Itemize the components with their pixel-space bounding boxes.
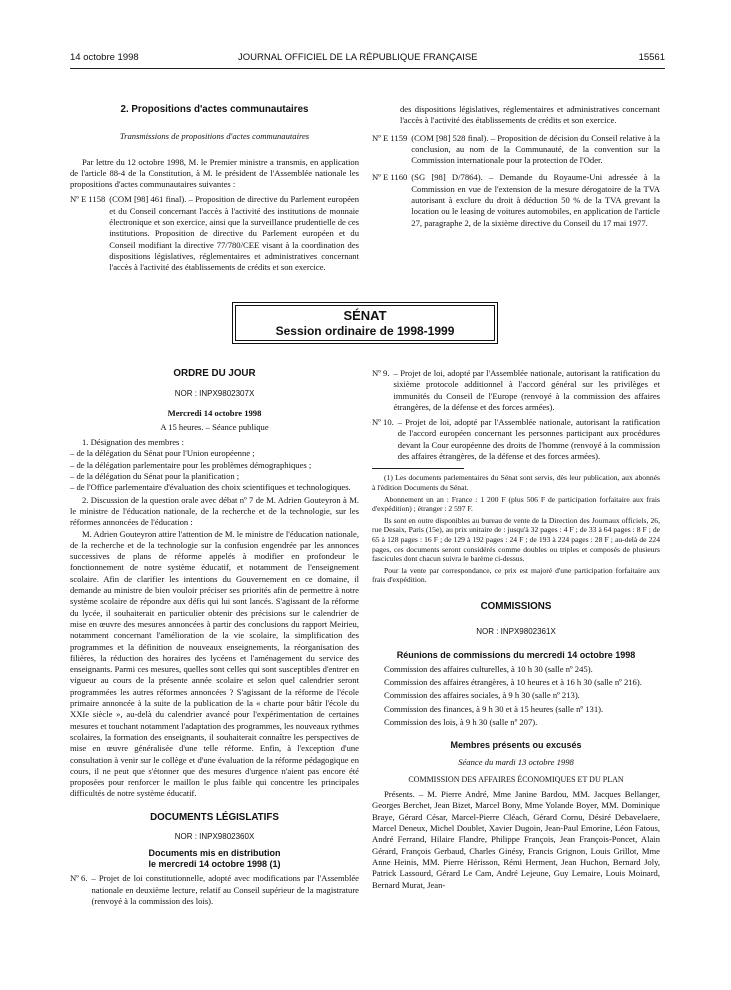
- reunions-heading: Réunions de commissions du mercredi 14 octobre 1998: [396, 649, 636, 660]
- header-rule: [70, 68, 665, 69]
- documents-subheading-1: Documents mis en distribution: [148, 848, 281, 859]
- proposition-text: (SG [98] D/7864). – Demande du Royaume-Uni adressée à la Commission en vue de l'extension de la mesure dérogatoire de la TVA autorisant à exclure du droit à déduction 50 % de la TVA grevant la location ou le leasing de voitures automobiles, en application de l'article 27, paragraphe 2, de la sixième directive du Conseil du 17 mai 1977.: [411, 172, 660, 228]
- ordre-dash-3: – de la délégation du Sénat pour la planification ;: [70, 471, 240, 482]
- commission-line: Commission des affaires culturelles, à 10 h 30 (salle nº 245).: [384, 663, 593, 674]
- proposition-item: [372, 172, 660, 228]
- header-journal-title: JOURNAL OFFICIEL DE LA RÉPUBLIQUE FRANÇAISE: [238, 52, 478, 63]
- session-title: Session ordinaire de 1998-1999: [275, 324, 455, 338]
- document-item: [70, 873, 359, 907]
- propositions-continued: [372, 104, 660, 229]
- proposition-item: [70, 194, 359, 273]
- senat-title-box-inner: [235, 305, 495, 341]
- footnote-1: (1) Les documents parlementaires du Sénat sont servis, dès leur publication, aux abonnés à l'édition Documents du Sénat.: [372, 473, 660, 492]
- proposition-item: [372, 133, 660, 167]
- propositions-intro: Par lettre du 12 octobre 1998, M. le Premier ministre a transmis, en application de l'article 88-4 de la Constitution, à M. le président de l'Assemblée nationale les propositions d'actes communautaires suivantes :: [70, 156, 359, 190]
- senat-title: SÉNAT: [343, 308, 387, 323]
- page-header: [70, 52, 665, 66]
- commission-line: Commission des affaires étrangères, à 10 heures et à 16 h 30 (salle nº 216).: [384, 677, 642, 688]
- proposition-text: (COM [98] 461 final). – Proposition de directive du Parlement européen et du Conseil concernant l'accès à l'activité des institutions de monnaie électronique et son exercice, ainsi que la surveillance prudentielle de ces institutions. Proposition de directive du Parlement européen et du Conseil modifiant la directive 77/780/CEE visant à la coordination des dispositions législatives, réglementaires et administratives concernant l'accès à l'activité des établissements de crédits et son exercice.: [109, 194, 359, 273]
- ordre-heading: ORDRE DU JOUR: [173, 368, 256, 379]
- header-date: 14 octobre 1998: [70, 52, 139, 63]
- header-page-number: 15561: [638, 52, 665, 63]
- ordre-point-1: 1. Désignation des membres :: [82, 437, 184, 448]
- document-text: – Projet de loi, adopté par l'Assemblée nationale, autorisant la ratification du sixième protocole additionnel à l'accord général sur les privilèges et immunités du Conseil de l'Europe (renvoyé à la commission des affaires étrangères, de la défense et des forces armées).: [393, 368, 660, 412]
- document-text: – Projet de loi constitutionnelle, adopté avec modifications par l'Assemblée nationale en deuxième lecture, relatif au Conseil supérieur de la magistrature (renvoyé à la commission des lois).: [91, 873, 359, 906]
- footnote: [372, 473, 660, 585]
- commission-name: COMMISSION DES AFFAIRES ÉCONOMIQUES ET DU PLAN: [408, 774, 624, 784]
- commission-line: Commission des finances, à 9 h 30 et à 15 heures (salle nº 131).: [384, 703, 604, 714]
- footnote-2: Abonnement un an : France : 1 200 F (plus 506 F de participation forfaitaire aux frais d'expédition) ; étranger : 2 597 F.: [372, 494, 660, 514]
- ordre-date: Mercredi 14 octobre 1998: [167, 407, 262, 418]
- ordre-question-text: M. Adrien Gouteyron attire l'attention de M. le ministre de l'éducation nationale, de la recherche et de la technologie sur la confusion engendrée par les annonces successives de plans de réforme appelés à modifier en profondeur le fonctionnement de notre système éducatif, et notamment de l'enseignement scolaire. Afin de clarifier les intentions du Gouvernement en ce domaine, il demande au ministre de bien vouloir préciser ses priorités afin de permettre à notre système scolaire de répondre aux défis qui lui sont lancés. S'agissant de la réforme du lycée, il souhaiterait en particulier obtenir des précisions sur le calendrier de mise en œuvre des mesures annoncées à partir des conclusions du rapport Meirieu, notamment concernant l'amélioration de la vie scolaire, la simplification des programmes et la définition de nouveaux enseignements, la réorganisation des filières, la réduction des horaires des lycéens et l'aménagement du service des enseignants. Parmi ces mesures, quelles sont celles qui sont susceptibles d'entrer en vigueur au cours de la présente année scolaire et selon quel calendrier seront programmées les autres réformes annoncées ? S'agissant de la réforme de l'école primaire annoncée à la suite de la publication de la « charte pour bâtir l'école du XXIe siècle », au-delà du calendrier avancé pour l'expérimentation de certaines mesures et touchant notamment l'adaptation des programmes, les nouveaux rythmes scolaires, la formation des enseignants, il souhaiterait connaître les perspectives de mise en œuvre généralisée d'une telle réforme. Enfin, à l'exception d'une consultation à venir sur le collège et d'une évaluation de la réforme pédagogique en cours, il ne peut que s'étonner que des mesures d'urgence n'aient pas encore été proposées pour renforcer le maillon le plus faible qui concentre les principales difficultés de notre système éducatif.: [70, 528, 359, 799]
- ordre-du-jour-section: [70, 368, 359, 907]
- senat-title-box: [232, 302, 498, 344]
- ordre-dash-4: – de l'Office parlementaire d'évaluation des choix scientifiques et technologiques.: [70, 482, 351, 493]
- commissions-nor: NOR : INPX9802361X: [476, 627, 556, 637]
- proposition-text: (COM [98] 528 final). – Proposition de décision du Conseil relative à la conclusion, au nom de la Communauté, de la convention sur la Commission internationale pour la protection de l'Oder.: [411, 132, 660, 166]
- proposition-number: Nº E 1159: [372, 132, 408, 143]
- document-number: Nº 9.: [372, 368, 390, 378]
- footnote-4: Pour la vente par correspondance, ce prix est majoré d'une participation forfaitaire aux frais d'expédition.: [372, 565, 660, 585]
- ordre-dash-1: – de la délégation du Sénat pour l'Union européenne ;: [70, 448, 255, 459]
- documents-nor: NOR : INPX9802360X: [174, 831, 255, 841]
- right-column-bottom: [372, 368, 660, 891]
- presents-list: Présents. – M. Pierre André, Mme Janine Bardou, MM. Jacques Bellanger, Georges Berchet, Jean Bizet, Marcel Bony, Mme Yolande Boyer, MM. Dominique Braye, Gérard César, Marcel-Pierre Cléach, Gérard Cornu, Désiré Debavelaere, Marcel Deneux, Michel Doublet, Xavier Dugoin, Jean-Paul Emorine, Léon Fatous, André Ferrand, Hilaire Flandre, Philippe François, Jean François-Poncet, Alain Gérard, François Gerbaud, Charles Ginésy, Francis Grignon, Louis Grillot, Mme Anne Heinis, MM. Pierre Hérisson, Rémi Herment, Jean Huchon, Bernard Joly, Patrick Lassourd, Gérard Le Cam, André Lejeune, Guy Lemaire, Louis Moinard, Bernard Murat, Jean-: [372, 789, 660, 890]
- documents-subheading-2: le mercredi 14 octobre 1998 (1): [148, 858, 281, 869]
- proposition-text-continued: des dispositions législatives, réglementaires et administratives concernant l'accès à l'activité des établissements de crédits et son exercice.: [400, 104, 660, 126]
- document-text: – Projet de loi, adopté par l'Assemblée nationale, autorisant la ratification de l'accord européen concernant les personnes participant aux procédures devant la Cour européenne des droits de l'homme (renvoyé à la commission des affaires étrangères, de la défense et des forces armées).: [397, 417, 660, 462]
- commission-line: Commission des lois, à 9 h 30 (salle nº 207).: [384, 716, 538, 727]
- document-item: [372, 368, 660, 413]
- commission-line: Commission des affaires sociales, à 9 h 30 (salle nº 213).: [384, 690, 580, 701]
- proposition-number: Nº E 1158: [70, 194, 106, 205]
- document-number: Nº 6.: [70, 873, 88, 884]
- proposition-number: Nº E 1160: [372, 172, 408, 183]
- footnote-3: Ils sont en outre disponibles au bureau de vente de la Direction des Journaux officiels, 26, rue Desaix, Paris (15e), au prix unitaire de : jusqu'à 32 pages : 4 F ; de 33 à 64 pages : 8 F ; de 65 à 128 pages : 16 F ; de 129 à 192 pages : 24 F ; de 193 à 224 pages : 28 F ; au-delà de 224 pages, ces documents seront considérés comme doubles ou triples et composés de plusieurs fascicules dont chacun suivra le barème ci-dessus.: [372, 515, 660, 564]
- membres-heading: Membres présents ou excusés: [450, 740, 582, 751]
- ordre-seance: A 15 heures. – Séance publique: [160, 421, 269, 432]
- footnote-rule: [372, 468, 464, 469]
- commissions-heading: COMMISSIONS: [480, 600, 552, 612]
- seance-date: Séance du mardi 13 octobre 1998: [458, 756, 574, 767]
- propositions-section: [70, 104, 359, 273]
- document-item: [372, 417, 660, 462]
- document-number: Nº 10.: [372, 417, 394, 428]
- documents-heading: DOCUMENTS LÉGISLATIFS: [150, 811, 279, 823]
- propositions-heading: 2. Propositions d'actes communautaires: [120, 104, 309, 115]
- proposition-item: [372, 104, 660, 127]
- ordre-point-2: 2. Discussion de la question orale avec débat nº 7 de M. Adrien Gouteyron à M. le ministre de l'éducation nationale, de la recherche et de la technologie, sur les réformes annoncées de l'éducation :: [70, 494, 359, 528]
- propositions-subheading: Transmissions de propositions d'actes communautaires: [119, 131, 310, 142]
- ordre-dash-2: – de la délégation parlementaire pour les problèmes démographiques ;: [70, 459, 312, 470]
- ordre-nor: NOR : INPX9802307X: [174, 389, 255, 399]
